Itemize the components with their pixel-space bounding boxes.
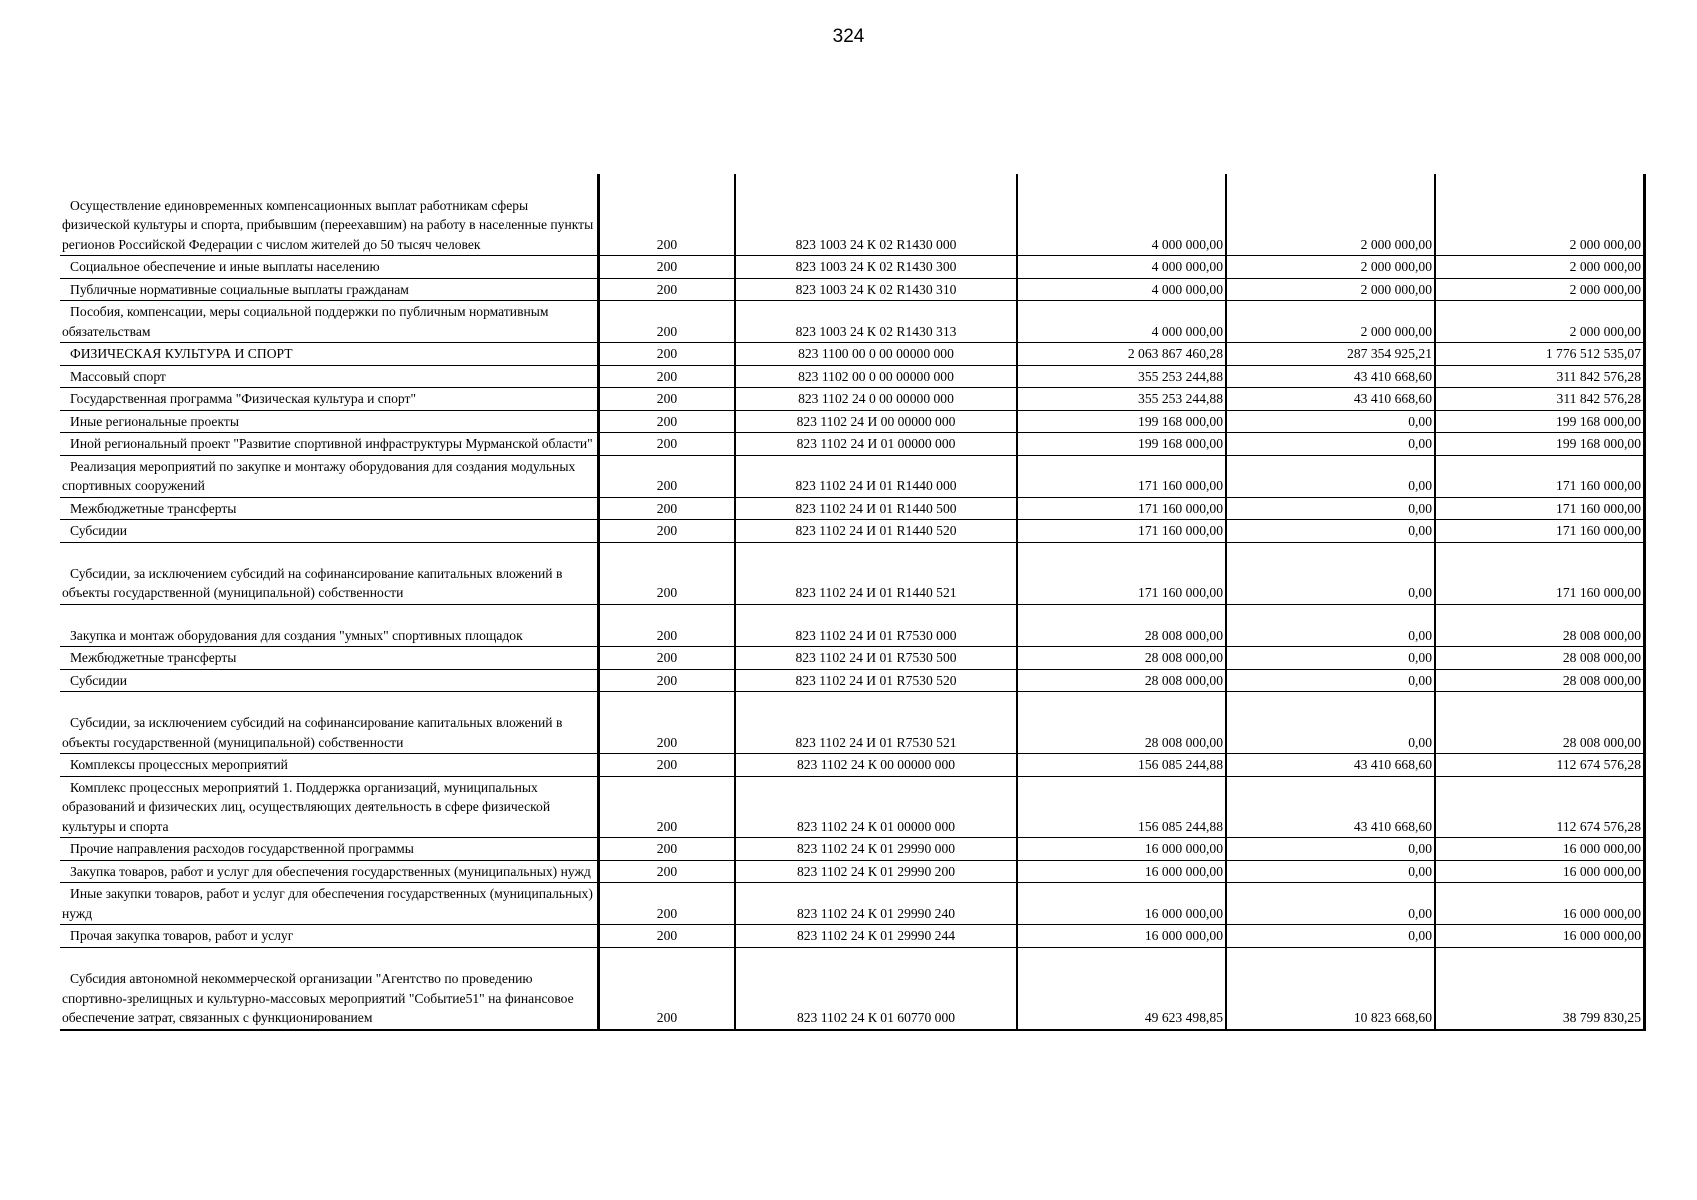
row-name: Закупка и монтаж оборудования для создания "умных" спортивных площадок (60, 604, 599, 647)
table-row (60, 925, 1645, 948)
row-code: 200 (599, 647, 736, 670)
row-code: 200 (599, 455, 736, 497)
table-row (60, 542, 1645, 604)
row-code: 200 (599, 365, 736, 388)
row-name: Закупка товаров, работ и услуг для обеспечения государственных (муниципальных) нужд (60, 860, 599, 883)
row-amount-2: 0,00 (1226, 520, 1435, 543)
row-amount-2: 0,00 (1226, 433, 1435, 456)
row-kbk: 823 1102 24 0 00 00000 000 (735, 388, 1017, 411)
row-amount-2: 43 410 668,60 (1226, 776, 1435, 838)
row-kbk: 823 1003 24 К 02 R1430 313 (735, 301, 1017, 343)
row-amount-3: 28 008 000,00 (1435, 604, 1645, 647)
row-amount-total: 171 160 000,00 (1017, 542, 1226, 604)
row-name: Прочая закупка товаров, работ и услуг (60, 925, 599, 948)
table-row (60, 520, 1645, 543)
row-amount-3: 16 000 000,00 (1435, 883, 1645, 925)
row-amount-2: 2 000 000,00 (1226, 278, 1435, 301)
row-amount-2: 0,00 (1226, 925, 1435, 948)
row-amount-total: 171 160 000,00 (1017, 455, 1226, 497)
row-amount-3: 171 160 000,00 (1435, 497, 1645, 520)
row-kbk: 823 1102 24 И 01 R1440 000 (735, 455, 1017, 497)
row-name: Иные региональные проекты (60, 410, 599, 433)
row-amount-2: 0,00 (1226, 604, 1435, 647)
table-row (60, 647, 1645, 670)
row-name: Массовый спорт (60, 365, 599, 388)
row-amount-2: 0,00 (1226, 410, 1435, 433)
row-amount-3: 171 160 000,00 (1435, 542, 1645, 604)
row-amount-2: 0,00 (1226, 542, 1435, 604)
row-code: 200 (599, 256, 736, 279)
page-number: 324 (832, 26, 865, 47)
table-row (60, 838, 1645, 861)
row-kbk: 823 1102 24 И 01 R7530 500 (735, 647, 1017, 670)
row-kbk: 823 1102 24 К 01 29990 244 (735, 925, 1017, 948)
row-amount-2: 0,00 (1226, 692, 1435, 754)
row-amount-2: 43 410 668,60 (1226, 754, 1435, 777)
row-amount-total: 16 000 000,00 (1017, 883, 1226, 925)
row-name: Межбюджетные трансферты (60, 497, 599, 520)
row-kbk: 823 1102 24 К 01 29990 000 (735, 838, 1017, 861)
row-name: Государственная программа "Физическая культура и спорт" (60, 388, 599, 411)
row-amount-3: 199 168 000,00 (1435, 433, 1645, 456)
row-amount-2: 0,00 (1226, 860, 1435, 883)
row-name: Комплекс процессных мероприятий 1. Поддержка организаций, муниципальных образований и физических лиц, осуществляющих деятельность в сфере физической культуры и спорта (60, 776, 599, 838)
row-amount-total: 28 008 000,00 (1017, 692, 1226, 754)
row-kbk: 823 1102 24 И 01 R7530 520 (735, 669, 1017, 692)
row-name: Осуществление единовременных компенсационных выплат работникам сферы физической культуры и спорта, прибывшим (переехавшим) на работу в населенные пункты регионов Российской Федерации с числом жителей до 50 тысяч человек (62, 197, 594, 252)
table-row (60, 860, 1645, 883)
row-code: 200 (599, 692, 736, 754)
row-amount-total: 199 168 000,00 (1017, 410, 1226, 433)
row-code: 200 (599, 947, 736, 1030)
table-row (60, 365, 1645, 388)
row-code: 200 (599, 520, 736, 543)
row-kbk: 823 1003 24 К 02 R1430 000 (735, 174, 1017, 256)
row-amount-total: 49 623 498,85 (1017, 947, 1226, 1030)
row-name: Реализация мероприятий по закупке и монтажу оборудования для создания модульных спортивных сооружений (60, 455, 599, 497)
row-name: Прочие направления расходов государственной программы (60, 838, 599, 861)
row-amount-2: 2 000 000,00 (1226, 256, 1435, 279)
row-kbk: 823 1102 24 К 01 60770 000 (735, 947, 1017, 1030)
row-name: Субсидии (60, 669, 599, 692)
row-kbk: 823 1102 24 И 01 R7530 000 (735, 604, 1017, 647)
row-amount-3: 199 168 000,00 (1435, 410, 1645, 433)
row-kbk: 823 1102 24 И 01 R7530 521 (735, 692, 1017, 754)
row-amount-total: 4 000 000,00 (1017, 174, 1226, 256)
row-amount-3: 2 000 000,00 (1435, 256, 1645, 279)
row-code: 200 (599, 343, 736, 366)
row-amount-2: 0,00 (1226, 883, 1435, 925)
row-amount-3: 311 842 576,28 (1435, 365, 1645, 388)
row-name: Социальное обеспечение и иные выплаты населению (60, 256, 599, 279)
row-kbk: 823 1102 24 К 01 29990 240 (735, 883, 1017, 925)
row-amount-2: 2 000 000,00 (1226, 174, 1435, 256)
row-amount-3: 2 000 000,00 (1435, 278, 1645, 301)
row-amount-total: 171 160 000,00 (1017, 520, 1226, 543)
budget-table-body (60, 174, 1645, 1030)
table-row (60, 433, 1645, 456)
row-amount-3: 171 160 000,00 (1435, 520, 1645, 543)
row-amount-total: 16 000 000,00 (1017, 838, 1226, 861)
table-row (60, 692, 1645, 754)
row-code: 200 (599, 410, 736, 433)
table-row (60, 278, 1645, 301)
row-amount-total: 355 253 244,88 (1017, 388, 1226, 411)
row-code: 200 (599, 278, 736, 301)
row-amount-3: 1 776 512 535,07 (1435, 343, 1645, 366)
row-code: 200 (599, 838, 736, 861)
row-kbk: 823 1102 24 И 01 R1440 500 (735, 497, 1017, 520)
row-name: ФИЗИЧЕСКАЯ КУЛЬТУРА И СПОРТ (60, 343, 599, 366)
row-amount-2: 0,00 (1226, 838, 1435, 861)
table-row (60, 410, 1645, 433)
row-name: Субсидии, за исключением субсидий на софинансирование капитальных вложений в объекты государственной (муниципальной) собственности (60, 542, 599, 604)
row-kbk: 823 1003 24 К 02 R1430 310 (735, 278, 1017, 301)
table-row (60, 388, 1645, 411)
row-name: Публичные нормативные социальные выплаты гражданам (60, 278, 599, 301)
row-amount-2: 0,00 (1226, 647, 1435, 670)
row-code: 200 (599, 301, 736, 343)
table-row (60, 669, 1645, 692)
row-kbk: 823 1102 24 К 00 00000 000 (735, 754, 1017, 777)
row-code: 200 (599, 497, 736, 520)
row-amount-total: 156 085 244,88 (1017, 776, 1226, 838)
row-amount-total: 28 008 000,00 (1017, 669, 1226, 692)
row-amount-2: 0,00 (1226, 669, 1435, 692)
row-name: Комплексы процессных мероприятий (60, 754, 599, 777)
row-kbk: 823 1102 24 И 01 00000 000 (735, 433, 1017, 456)
budget-table (60, 174, 1646, 1031)
row-name: Субсидии (60, 520, 599, 543)
row-code: 200 (599, 925, 736, 948)
row-amount-total: 16 000 000,00 (1017, 860, 1226, 883)
row-code: 200 (599, 388, 736, 411)
table-row (60, 343, 1645, 366)
row-name: Межбюджетные трансферты (60, 647, 599, 670)
row-amount-2: 0,00 (1226, 497, 1435, 520)
row-kbk: 823 1102 24 К 01 29990 200 (735, 860, 1017, 883)
row-amount-3: 112 674 576,28 (1435, 776, 1645, 838)
row-kbk: 823 1102 24 И 01 R1440 520 (735, 520, 1017, 543)
row-amount-total: 4 000 000,00 (1017, 278, 1226, 301)
row-amount-2: 287 354 925,21 (1226, 343, 1435, 366)
row-kbk: 823 1102 24 И 01 R1440 521 (735, 542, 1017, 604)
row-amount-3: 112 674 576,28 (1435, 754, 1645, 777)
row-amount-total: 2 063 867 460,28 (1017, 343, 1226, 366)
table-row (60, 947, 1645, 1030)
row-code: 200 (599, 860, 736, 883)
row-code: 200 (599, 754, 736, 777)
row-code: 200 (599, 669, 736, 692)
row-amount-2: 0,00 (1226, 455, 1435, 497)
table-row (60, 455, 1645, 497)
row-name: Пособия, компенсации, меры социальной поддержки по публичным нормативным обязательствам (60, 301, 599, 343)
row-amount-total: 4 000 000,00 (1017, 256, 1226, 279)
row-amount-total: 355 253 244,88 (1017, 365, 1226, 388)
row-amount-total: 156 085 244,88 (1017, 754, 1226, 777)
row-amount-total: 171 160 000,00 (1017, 497, 1226, 520)
row-code: 200 (599, 776, 736, 838)
table-row (60, 604, 1645, 647)
row-name: Иной региональный проект "Развитие спортивной инфраструктуры Мурманской области" (60, 433, 599, 456)
row-kbk: 823 1102 00 0 00 00000 000 (735, 365, 1017, 388)
table-row (60, 754, 1645, 777)
row-code: 200 (599, 542, 736, 604)
row-name: Субсидии, за исключением субсидий на софинансирование капитальных вложений в объекты государственной (муниципальной) собственности (60, 692, 599, 754)
row-amount-3: 38 799 830,25 (1435, 947, 1645, 1030)
row-name: Иные закупки товаров, работ и услуг для обеспечения государственных (муниципальных) нужд (60, 883, 599, 925)
row-amount-total: 28 008 000,00 (1017, 604, 1226, 647)
row-amount-3: 16 000 000,00 (1435, 860, 1645, 883)
table-row (60, 174, 1645, 256)
row-code: 200 (599, 433, 736, 456)
table-row (60, 883, 1645, 925)
row-code: 200 (599, 604, 736, 647)
row-code: 200 (599, 883, 736, 925)
row-amount-3: 28 008 000,00 (1435, 647, 1645, 670)
row-amount-3: 28 008 000,00 (1435, 692, 1645, 754)
row-amount-total: 4 000 000,00 (1017, 301, 1226, 343)
row-amount-3: 16 000 000,00 (1435, 838, 1645, 861)
row-kbk: 823 1102 24 К 01 00000 000 (735, 776, 1017, 838)
row-amount-3: 2 000 000,00 (1435, 174, 1645, 256)
row-amount-total: 199 168 000,00 (1017, 433, 1226, 456)
row-kbk: 823 1102 24 И 00 00000 000 (735, 410, 1017, 433)
row-amount-2: 10 823 668,60 (1226, 947, 1435, 1030)
row-kbk: 823 1100 00 0 00 00000 000 (735, 343, 1017, 366)
table-row (60, 301, 1645, 343)
row-kbk: 823 1003 24 К 02 R1430 300 (735, 256, 1017, 279)
row-amount-3: 16 000 000,00 (1435, 925, 1645, 948)
row-code: 200 (599, 174, 736, 256)
row-amount-2: 43 410 668,60 (1226, 365, 1435, 388)
row-name: Субсидия автономной некоммерческой организации "Агентство по проведению спортивно-зрелищных и культурно-массовых мероприятий "Событие51" на финансовое обеспечение затрат, связанных с функционированием (60, 947, 599, 1030)
row-amount-2: 43 410 668,60 (1226, 388, 1435, 411)
row-amount-3: 311 842 576,28 (1435, 388, 1645, 411)
row-amount-2: 2 000 000,00 (1226, 301, 1435, 343)
row-amount-3: 171 160 000,00 (1435, 455, 1645, 497)
table-row (60, 497, 1645, 520)
table-row (60, 256, 1645, 279)
row-amount-total: 28 008 000,00 (1017, 647, 1226, 670)
row-amount-3: 2 000 000,00 (1435, 301, 1645, 343)
row-amount-3: 28 008 000,00 (1435, 669, 1645, 692)
row-amount-total: 16 000 000,00 (1017, 925, 1226, 948)
table-row (60, 776, 1645, 838)
